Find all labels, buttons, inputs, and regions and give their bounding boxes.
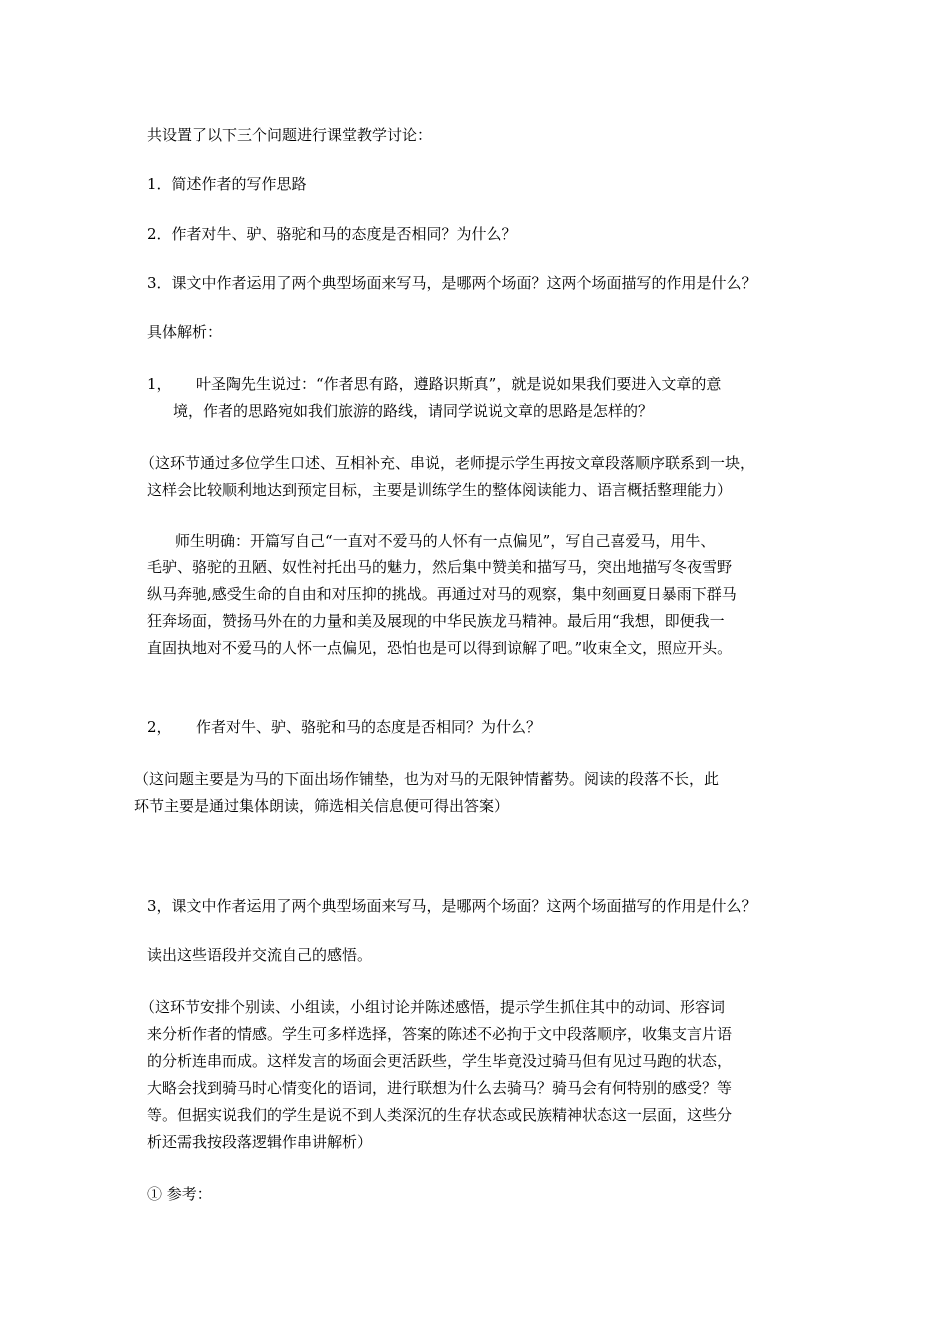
section-2-note-line: （这问题主要是为马的下面出场作铺垫，也为对马的无限钟情蓄势。阅读的段落不长，此 bbox=[134, 770, 720, 788]
section-3-note-line: 析还需我按段落逻辑作串讲解析） bbox=[147, 1133, 373, 1151]
section-1-note-line: 这样会比较顺利地达到预定目标，主要是训练学生的整体阅读能力、语言概括整理能力） bbox=[147, 481, 733, 499]
intro-text: 共设置了以下三个问题进行课堂教学讨论： bbox=[147, 126, 433, 144]
section-1-answer-line: 直固执地对不爱马的人怀一点偏见，恐怕也是可以得到谅解了吧。”收束全文，照应开头。 bbox=[147, 639, 733, 657]
question-1: 1．简述作者的写作思路 bbox=[147, 175, 307, 193]
section-1-answer-line: 毛驴、骆驼的丑陋、奴性衬托出马的魅力，然后集中赞美和描写马，突出地描写冬夜雪野 bbox=[147, 558, 733, 576]
section-3-note-line: 的分析连串而成。这样发言的场面会更活跃些，学生毕竟没过骑马但有见过马跑的状态， bbox=[147, 1052, 733, 1070]
section-1-answer-line: 师生明确：开篇写自己“一直对不爱马的人怀有一点偏见”，写自己喜爱马，用牛、 bbox=[175, 532, 716, 550]
section-2-note-line: 环节主要是通过集体朗读，筛选相关信息便可得出答案） bbox=[134, 797, 510, 815]
analysis-heading: 具体解析： bbox=[147, 323, 223, 341]
section-3-note-line: 来分析作者的情感。学生可多样选择，答案的陈述不必拘于文中段落顺序，收集支言片语 bbox=[147, 1025, 733, 1043]
section-3-instruction: 读出这些语段并交流自己的感悟。 bbox=[147, 946, 373, 964]
section-1-line: 境，作者的思路宛如我们旅游的路线，请同学说说文章的思路是怎样的？ bbox=[173, 402, 654, 420]
section-3-question: 3，课文中作者运用了两个典型场面来写马，是哪两个场面？这两个场面描写的作用是什么？ bbox=[147, 897, 757, 915]
section-1-answer-line: 狂奔场面，赞扬马外在的力量和美及展现的中华民族龙马精神。最后用“我想，即便我一 bbox=[147, 612, 725, 630]
section-1-note-line: （这环节通过多位学生口述、互相补充、串说，老师提示学生再按文章段落顺序联系到一块， bbox=[140, 454, 756, 472]
question-3: 3．课文中作者运用了两个典型场面来写马，是哪两个场面？这两个场面描写的作用是什么？ bbox=[147, 274, 757, 292]
section-3-note-line: （这环节安排个别读、小组读，小组讨论并陈述感悟，提示学生抓住其中的动词、形容词 bbox=[140, 998, 726, 1016]
section-3-note-line: 大略会找到骑马时心情变化的语词，进行联想为什么去骑马？骑马会有何特别的感受？等 bbox=[147, 1079, 733, 1097]
section-2-number: 2， bbox=[147, 718, 172, 736]
section-2-question: 作者对牛、驴、骆驼和马的态度是否相同？为什么？ bbox=[196, 718, 542, 736]
reference-label: ① 参考： bbox=[147, 1185, 212, 1203]
section-1-line: 叶圣陶先生说过：“作者思有路，遵路识斯真”，就是说如果我们要进入文章的意 bbox=[196, 375, 722, 393]
section-3-note-line: 等。但据实说我们的学生是说不到人类深沉的生存状态或民族精神状态这一层面，这些分 bbox=[147, 1106, 733, 1124]
section-1-number: 1， bbox=[147, 375, 172, 393]
question-2: 2．作者对牛、驴、骆驼和马的态度是否相同？为什么？ bbox=[147, 225, 517, 243]
section-1-answer-line: 纵马奔驰,感受生命的自由和对压抑的挑战。再通过对马的观察，集中刻画夏日暴雨下群马 bbox=[147, 585, 737, 603]
